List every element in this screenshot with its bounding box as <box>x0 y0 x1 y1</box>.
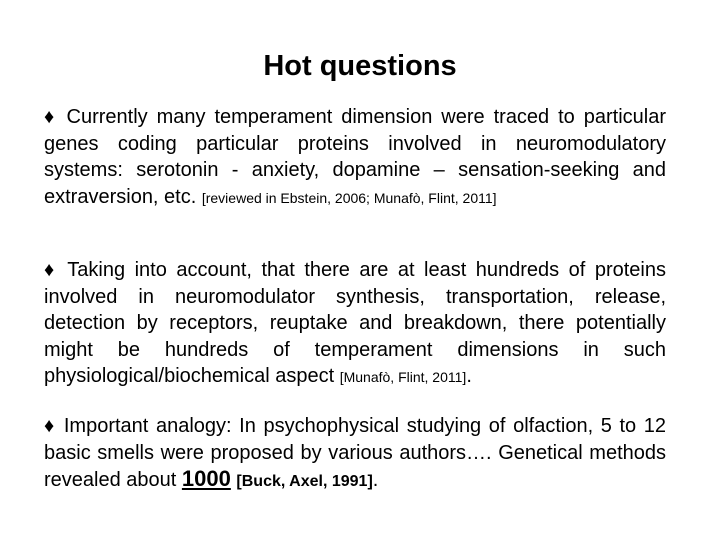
reference-citation: [Buck, Axel, 1991] <box>236 473 373 490</box>
paragraph-temperament-genes <box>44 104 666 211</box>
slide-title: Hot questions <box>263 50 457 82</box>
paragraph-tail: . <box>466 365 472 387</box>
reference-citation: [Munafò, Flint, 2011] <box>339 369 467 385</box>
paragraph-olfaction-analogy <box>44 413 666 496</box>
paragraph-text: Important analogy: In psychophysical studying of olfaction, 5 to 12 basic smells were proposed by various authors…. Genetical methods revealed about <box>44 415 666 491</box>
bullet-diamond-icon: ♦ <box>44 415 57 437</box>
emphasis-number: 1000 <box>181 466 231 491</box>
paragraph-tail: . <box>372 469 379 491</box>
paragraph-text: Taking into account, that there are at least hundreds of proteins involved in neuromodulator synthesis, transportation, release, detection by receptors, reuptake and breakdown, there potentially might be hundreds of temperament dimensions in such physiological/biochemical aspect <box>44 259 666 387</box>
paragraph-protein-count <box>44 257 666 391</box>
bullet-diamond-icon: ♦ <box>44 259 59 281</box>
reference-citation: [reviewed in Ebstein, 2006; Munafò, Flint, 2011] <box>201 189 497 206</box>
bullet-diamond-icon: ♦ <box>44 106 58 128</box>
paragraph-text: Currently many temperament dimension were traced to particular genes coding particular proteins involved in neuromodulatory systems: serotonin - anxiety, dopamine – sensation-seeking and extraversion, etc. <box>44 106 666 208</box>
